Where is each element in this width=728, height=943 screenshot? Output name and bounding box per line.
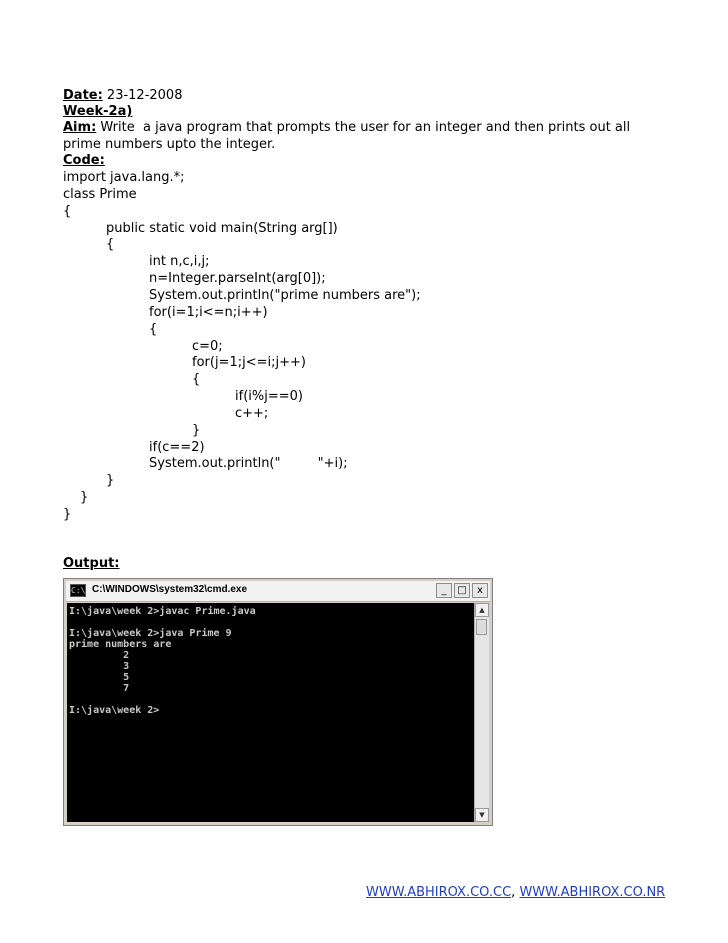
vertical-scrollbar[interactable] — [474, 603, 489, 822]
code-line: class Prime — [63, 187, 137, 202]
console-output — [69, 606, 256, 716]
code-line: } — [63, 507, 72, 522]
cmd-window-title: C:\WINDOWS\system32\cmd.exe — [92, 584, 248, 595]
console-line: 3 — [69, 661, 130, 672]
console-line: 2 — [69, 650, 130, 661]
code-label: Code: — [63, 153, 105, 168]
code-line: } — [106, 473, 115, 488]
console-line: 5 — [69, 672, 130, 683]
aim-label: Aim: — [63, 120, 97, 135]
code-line: System.out.println(" "+i); — [149, 456, 348, 471]
code-line: public static void main(String arg[]) — [106, 221, 338, 236]
console-line: I:\java\week 2> — [69, 705, 160, 716]
scroll-down-icon[interactable]: ▼ — [475, 808, 489, 822]
code-line: if(i%j==0) — [235, 389, 303, 404]
code-line: c++; — [235, 406, 269, 421]
code-line: for(i=1;i<=n;i++) — [149, 305, 268, 320]
cmd-title-bar[interactable] — [66, 581, 490, 602]
date-value: 23-12-2008 — [102, 88, 183, 103]
aim-text-line1: Write a java program that prompts the user for an integer and then prints out all — [96, 120, 631, 135]
code-line: { — [106, 237, 115, 252]
scroll-thumb[interactable] — [476, 619, 487, 635]
console-line: I:\java\week 2>javac Prime.java — [69, 606, 256, 617]
minimize-button[interactable]: _ — [436, 583, 452, 598]
code-line: if(c==2) — [149, 440, 205, 455]
code-line: System.out.println("prime numbers are"); — [149, 288, 421, 303]
week-label: Week-2a) — [63, 104, 133, 119]
console-line: prime numbers are — [69, 639, 172, 650]
aim-line — [63, 119, 630, 136]
code-line: n=Integer.parseInt(arg[0]); — [149, 271, 326, 286]
code-line: } — [80, 490, 89, 505]
output-label: Output: — [63, 556, 120, 571]
footer-link-nr[interactable]: WWW.ABHIROX.CO.NR — [519, 885, 666, 900]
code-line: int n,c,i,j; — [149, 254, 210, 269]
footer-links — [366, 884, 665, 901]
console-line: I:\java\week 2>java Prime 9 — [69, 628, 232, 639]
console-line: 7 — [69, 683, 130, 694]
code-line: import java.lang.*; — [63, 170, 185, 185]
footer-separator: , — [511, 885, 520, 900]
code-line: } — [192, 423, 201, 438]
aim-text-line2: prime numbers upto the integer. — [63, 137, 276, 152]
code-line: for(j=1;j<=i;j++) — [192, 355, 306, 370]
console-area[interactable] — [67, 603, 475, 822]
date-line — [63, 87, 182, 104]
code-line: c=0; — [192, 339, 223, 354]
maximize-button[interactable]: □ — [454, 583, 470, 598]
code-line: { — [192, 372, 201, 387]
close-button[interactable]: x — [472, 583, 488, 598]
date-label: Date: — [63, 88, 103, 103]
cmd-window — [63, 578, 493, 826]
footer-link-cc[interactable]: WWW.ABHIROX.CO.CC — [366, 885, 512, 900]
code-line: { — [63, 204, 72, 219]
cmd-icon: C:\ — [71, 586, 86, 595]
scroll-up-icon[interactable]: ▲ — [475, 603, 489, 617]
code-line: { — [149, 322, 158, 337]
